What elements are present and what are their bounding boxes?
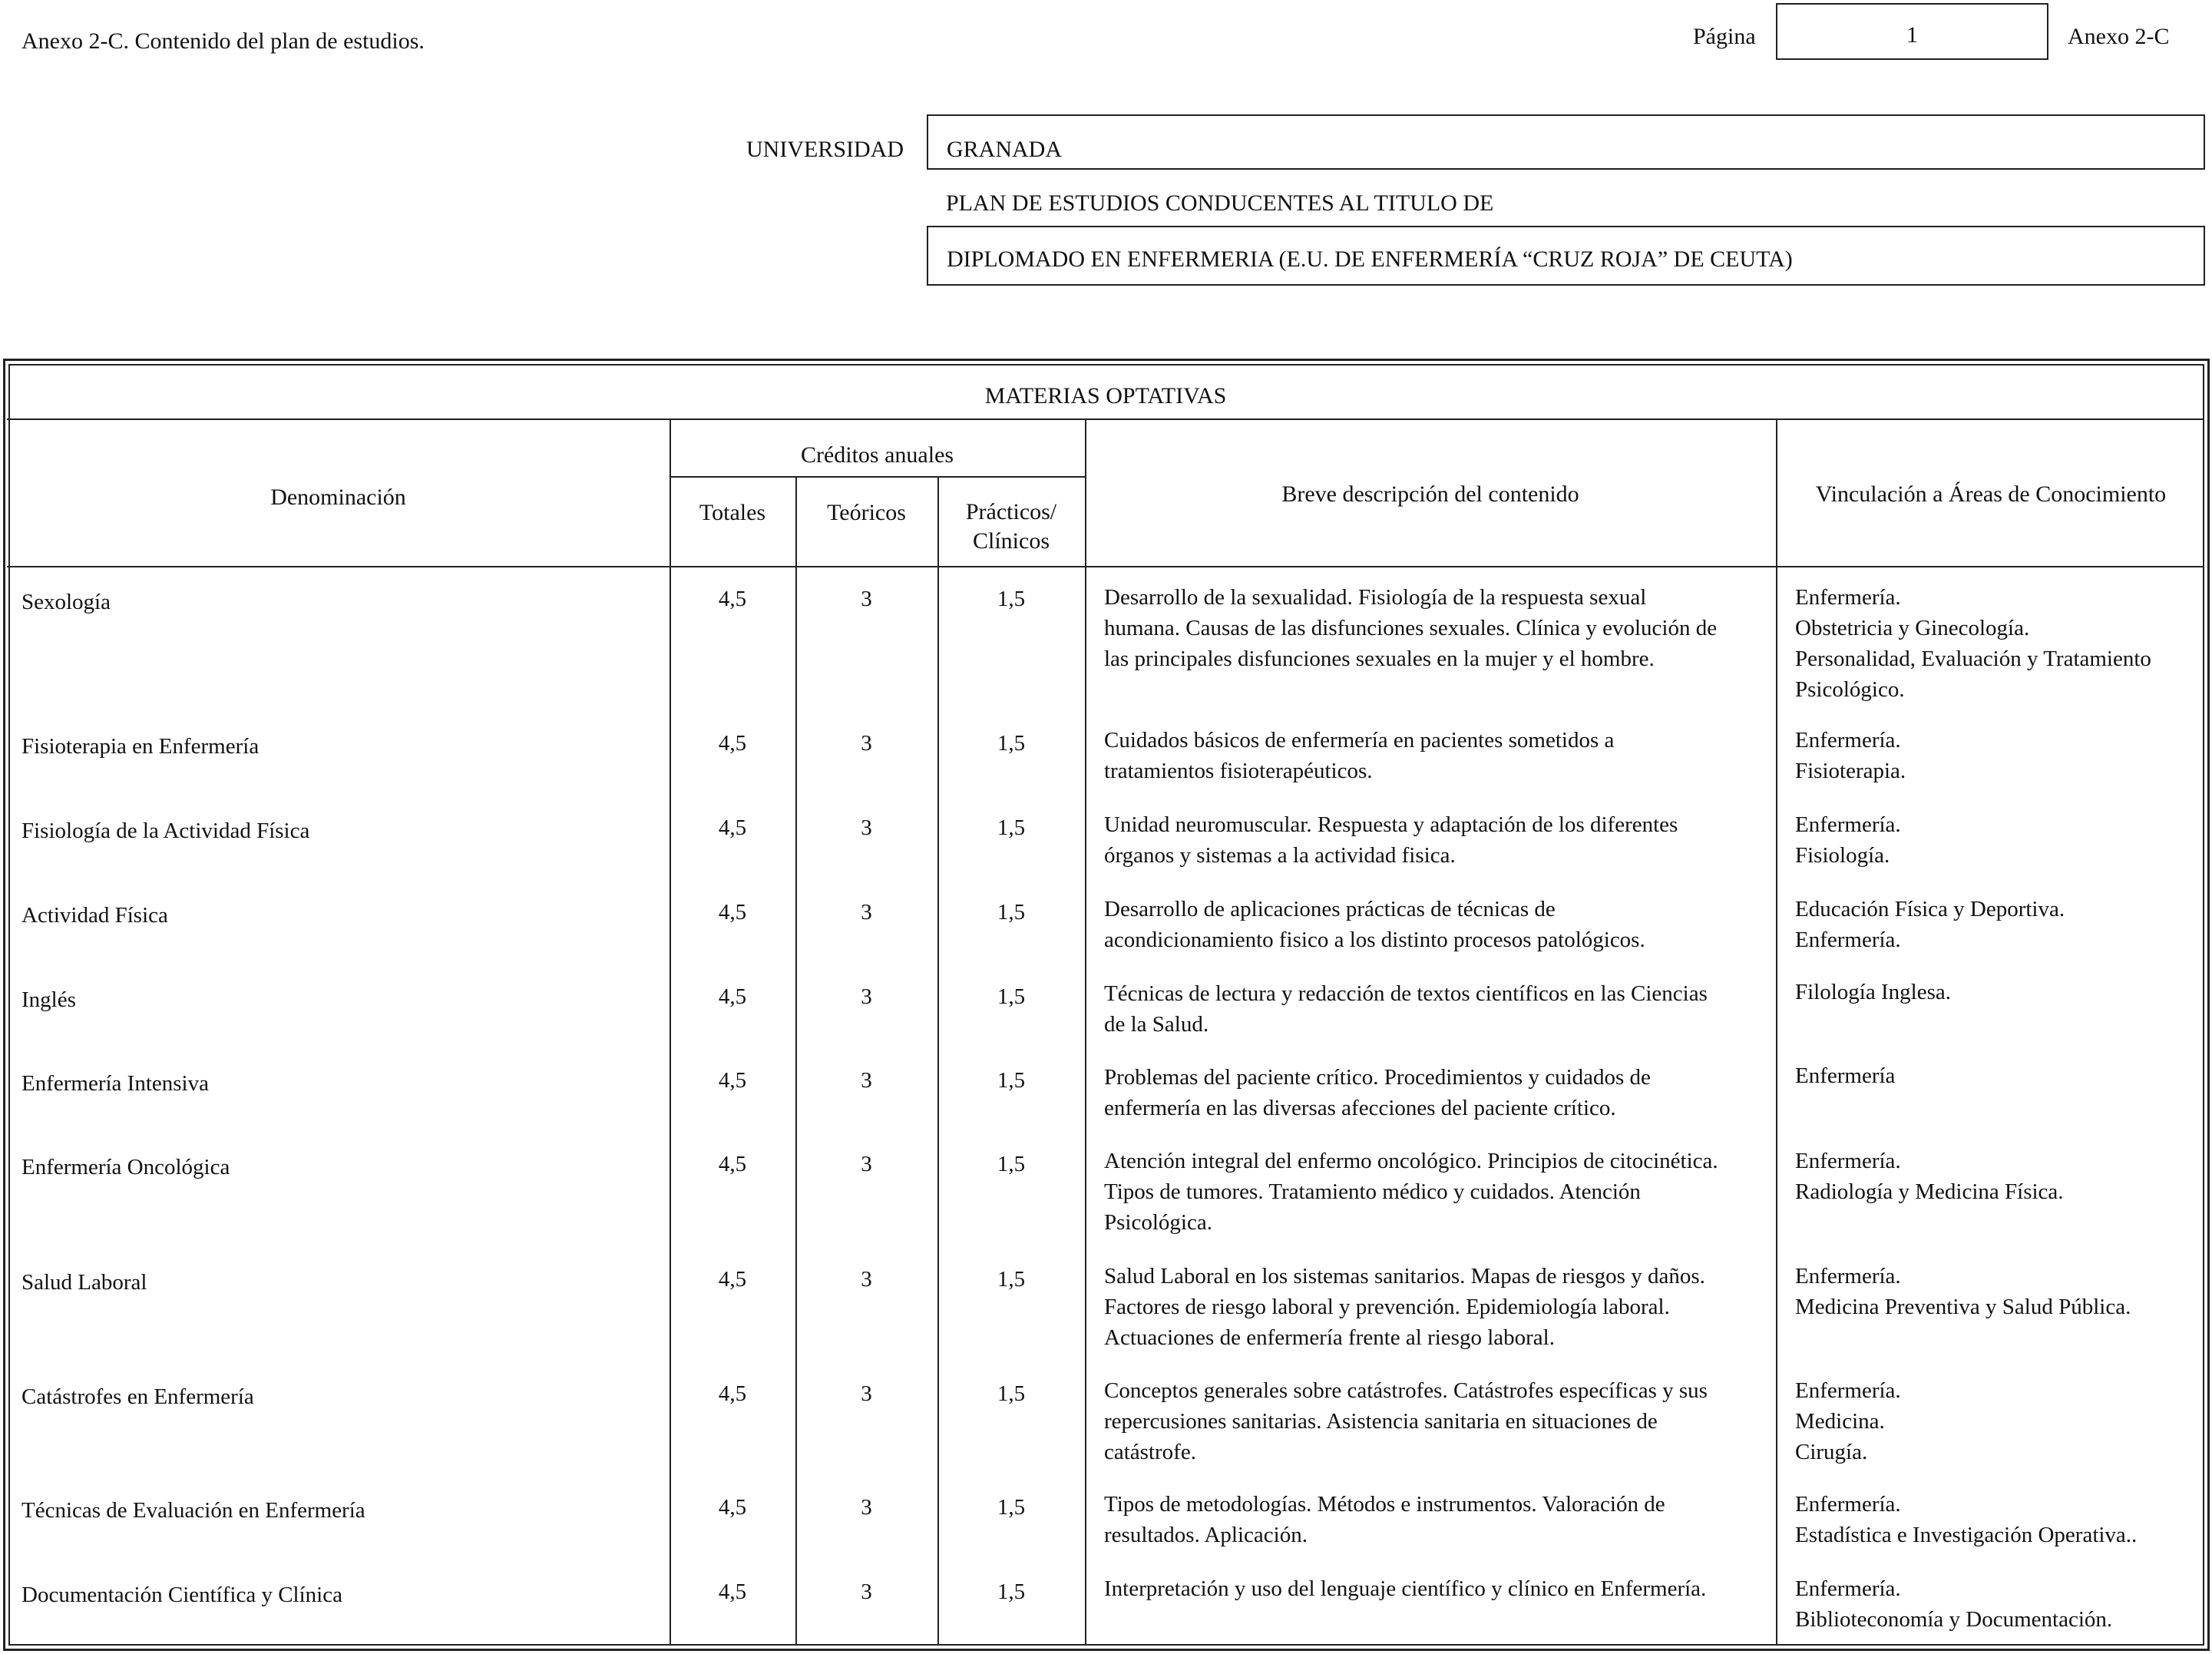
row-practicos: 1,5	[997, 1068, 1026, 1093]
header-descripcion: Breve descripción del contenido	[1281, 481, 1579, 507]
row-practicos: 1,5	[997, 1580, 1026, 1604]
row-totales: 4,5	[718, 1381, 747, 1406]
row-areas: Enfermería. Fisioterapia.	[1795, 728, 1906, 783]
row-totales: 4,5	[718, 900, 747, 925]
table-title: MATERIAS OPTATIVAS	[984, 383, 1227, 409]
row-name: Fisioterapia en Enfermería	[21, 734, 260, 759]
row-teoricos: 3	[861, 1381, 872, 1406]
row-areas: Filología Inglesa.	[1795, 980, 1951, 1004]
row-teoricos: 3	[861, 1152, 872, 1176]
col-divider-2	[795, 476, 797, 1646]
row-name: Enfermería Intensiva	[21, 1071, 209, 1096]
row-name: Técnicas de Evaluación en Enfermería	[21, 1498, 365, 1523]
row-areas: Enfermería. Estadística e Investigación Operativa..	[1795, 1492, 2138, 1547]
header-teoricos: Teóricos	[827, 500, 906, 525]
creditos-divider	[670, 476, 1085, 478]
row-teoricos: 3	[861, 900, 872, 925]
row-description: Atención integral del enfermo oncológico. Principios de citocinética. Tipos de tumores. Tratamiento médico y cuidados. Atención Psicológica.	[1104, 1149, 1718, 1235]
row-totales: 4,5	[718, 1580, 747, 1604]
row-areas: Enfermería. Obstetricia y Ginecología. Personalidad, Evaluación y Tratamiento Psicológico.	[1795, 585, 2151, 702]
row-name: Actividad Física	[21, 903, 168, 928]
header-practicos: Prácticos/ Clínicos	[965, 499, 1057, 554]
row-areas: Enfermería. Medicina Preventiva y Salud Pública.	[1795, 1264, 2131, 1319]
row-teoricos: 3	[861, 1068, 872, 1093]
annex-label: Anexo 2-C	[2068, 24, 2170, 49]
page-label: Página	[1693, 24, 1756, 49]
row-practicos: 1,5	[997, 900, 1026, 925]
page-number: 1	[1906, 22, 1918, 48]
university-label: UNIVERSIDAD	[746, 137, 904, 162]
row-teoricos: 3	[861, 984, 872, 1009]
row-description: Conceptos generales sobre catástrofes. Catástrofes específicas y sus repercusiones sanitarias. Asistencia sanitaria en situaciones de catástrofe.	[1104, 1378, 1708, 1464]
page-number-box	[1776, 3, 2048, 60]
row-teoricos: 3	[861, 1495, 872, 1520]
row-teoricos: 3	[861, 815, 872, 840]
row-areas: Enfermería	[1795, 1064, 1896, 1088]
row-teoricos: 3	[861, 731, 872, 756]
row-totales: 4,5	[718, 984, 747, 1009]
row-description: Interpretación y uso del lenguaje científico y clínico en Enfermería.	[1104, 1576, 1707, 1601]
row-description: Desarrollo de la sexualidad. Fisiología de la respuesta sexual humana. Causas de las disfunciones sexuales. Clínica y evolución de las principales disfunciones sexuales en la mujer y el hombre.	[1104, 585, 1718, 671]
row-practicos: 1,5	[997, 1267, 1026, 1292]
row-practicos: 1,5	[997, 1381, 1026, 1406]
row-practicos: 1,5	[997, 815, 1026, 840]
col-divider-4	[1085, 418, 1086, 1646]
row-practicos: 1,5	[997, 1152, 1026, 1176]
row-areas: Enfermería. Biblioteconomía y Documentación.	[1795, 1576, 2113, 1632]
row-teoricos: 3	[861, 1267, 872, 1292]
row-totales: 4,5	[718, 587, 747, 611]
row-areas: Enfermería. Radiología y Medicina Física.	[1795, 1149, 2064, 1204]
document-title: Anexo 2-C. Contenido del plan de estudios.	[21, 28, 425, 54]
header-vinculacion: Vinculación a Áreas de Conocimiento	[1815, 481, 2167, 507]
header-denominacion: Denominación	[270, 485, 406, 510]
row-totales: 4,5	[718, 815, 747, 840]
row-teoricos: 3	[861, 587, 872, 611]
col-divider-5	[1776, 418, 1777, 1646]
row-description: Desarrollo de aplicaciones prácticas de técnicas de acondicionamiento fisico a los distinto procesos patológicos.	[1104, 897, 1645, 952]
university-value: GRANADA	[947, 137, 1062, 162]
row-description: Técnicas de lectura y redacción de textos científicos en las Ciencias de la Salud.	[1104, 981, 1708, 1037]
row-areas: Enfermería. Medicina. Cirugía.	[1795, 1378, 1901, 1464]
row-practicos: 1,5	[997, 731, 1026, 756]
row-teoricos: 3	[861, 1580, 872, 1604]
row-name: Sexología	[21, 590, 111, 614]
row-name: Catástrofes en Enfermería	[21, 1384, 254, 1409]
row-areas: Educación Física y Deportiva. Enfermería.	[1795, 897, 2065, 952]
row-totales: 4,5	[718, 731, 747, 756]
row-name: Documentación Científica y Clínica	[21, 1583, 342, 1607]
row-totales: 4,5	[718, 1152, 747, 1176]
row-description: Tipos de metodologías. Métodos e instrumentos. Valoración de resultados. Aplicación.	[1104, 1492, 1665, 1547]
row-description: Cuidados básicos de enfermería en pacientes sometidos a tratamientos fisioterapéuticos.	[1104, 728, 1615, 783]
row-description: Problemas del paciente crítico. Procedimientos y cuidados de enfermería en las diversas afecciones del paciente crítico.	[1104, 1065, 1651, 1120]
row-name: Inglés	[21, 987, 76, 1012]
header-creditos: Créditos anuales	[800, 442, 954, 468]
row-practicos: 1,5	[997, 1495, 1026, 1520]
row-practicos: 1,5	[997, 984, 1026, 1009]
degree-box	[927, 226, 2205, 286]
row-name: Salud Laboral	[21, 1270, 147, 1295]
row-description: Unidad neuromuscular. Respuesta y adaptación de los diferentes órganos y sistemas a la actividad fisica.	[1104, 812, 1678, 868]
row-areas: Enfermería. Fisiología.	[1795, 812, 1901, 868]
row-totales: 4,5	[718, 1495, 747, 1520]
row-totales: 4,5	[718, 1267, 747, 1292]
row-name: Enfermería Oncológica	[21, 1155, 230, 1179]
plan-label: PLAN DE ESTUDIOS CONDUCENTES AL TITULO DE	[946, 190, 1494, 216]
row-totales: 4,5	[718, 1068, 747, 1093]
header-totales: Totales	[699, 500, 766, 525]
header-divider	[7, 566, 2204, 567]
university-box	[927, 114, 2205, 170]
row-description: Salud Laboral en los sistemas sanitarios. Mapas de riesgos y daños. Factores de riesgo laboral y prevención. Epidemiología laboral. Actuaciones de enfermería frente al riesgo laboral.	[1104, 1264, 1705, 1350]
degree-value: DIPLOMADO EN ENFERMERIA (E.U. DE ENFERMERÍA “CRUZ ROJA” DE CEUTA)	[947, 246, 1793, 272]
row-name: Fisiología de la Actividad Física	[21, 819, 310, 843]
title-divider	[7, 418, 2204, 420]
col-divider-3	[937, 476, 939, 1646]
row-practicos: 1,5	[997, 587, 1026, 611]
